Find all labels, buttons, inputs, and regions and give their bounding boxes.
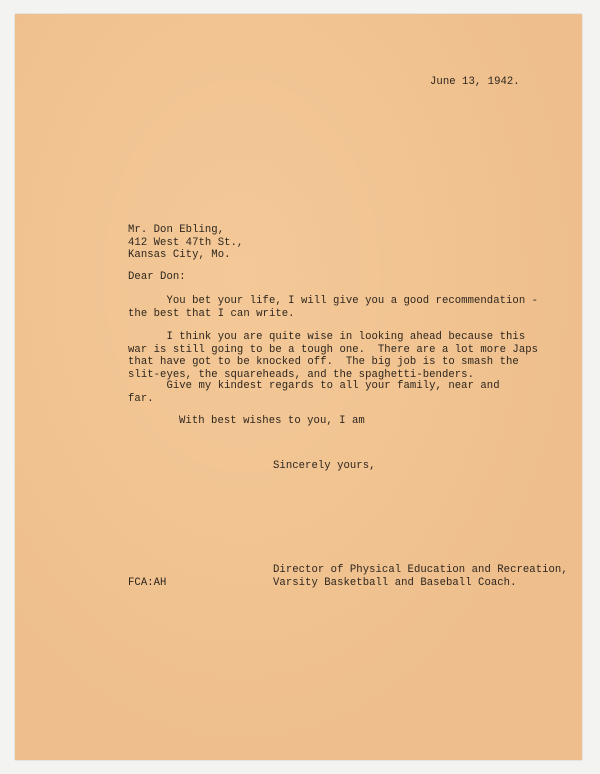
paragraph-line: slit-eyes, the squareheads, and the spaghetti-benders. (128, 368, 474, 381)
address-line: 412 West 47th St., (128, 236, 244, 249)
paragraph-line: war is still going to be a tough one. There are a lot more Japs (128, 343, 539, 356)
title-line: Director of Physical Education and Recreation, (273, 564, 568, 576)
reference-initials: FCA:AH (128, 577, 167, 589)
salutation: Dear Don: (128, 271, 186, 283)
letter-paper (15, 14, 582, 760)
complimentary-closing: Sincerely yours, (273, 460, 376, 472)
paragraph-3 (128, 380, 500, 405)
paragraph-line: You bet your life, I will give you a good recommendation - (128, 295, 539, 307)
paragraph-line: I think you are quite wise in looking ahead because this (128, 331, 526, 343)
paragraph-4: With best wishes to you, I am (179, 415, 365, 427)
paragraph-line: that have got to be knocked off. The big job is to smash the (128, 356, 519, 369)
paragraph-1 (128, 295, 538, 320)
recipient-address (128, 224, 243, 262)
address-line: Kansas City, Mo. (128, 249, 231, 262)
address-line: Mr. Don Ebling, (128, 224, 225, 236)
paragraph-line: far. (128, 392, 154, 405)
letter-date: June 13, 1942. (430, 76, 520, 88)
signature-title (273, 564, 568, 589)
paragraph-2 (128, 331, 538, 381)
paragraph-line: Give my kindest regards to all your family, near and (128, 380, 500, 392)
title-line: Varsity Basketball and Baseball Coach. (273, 576, 517, 589)
paragraph-line: the best that I can write. (128, 307, 295, 320)
